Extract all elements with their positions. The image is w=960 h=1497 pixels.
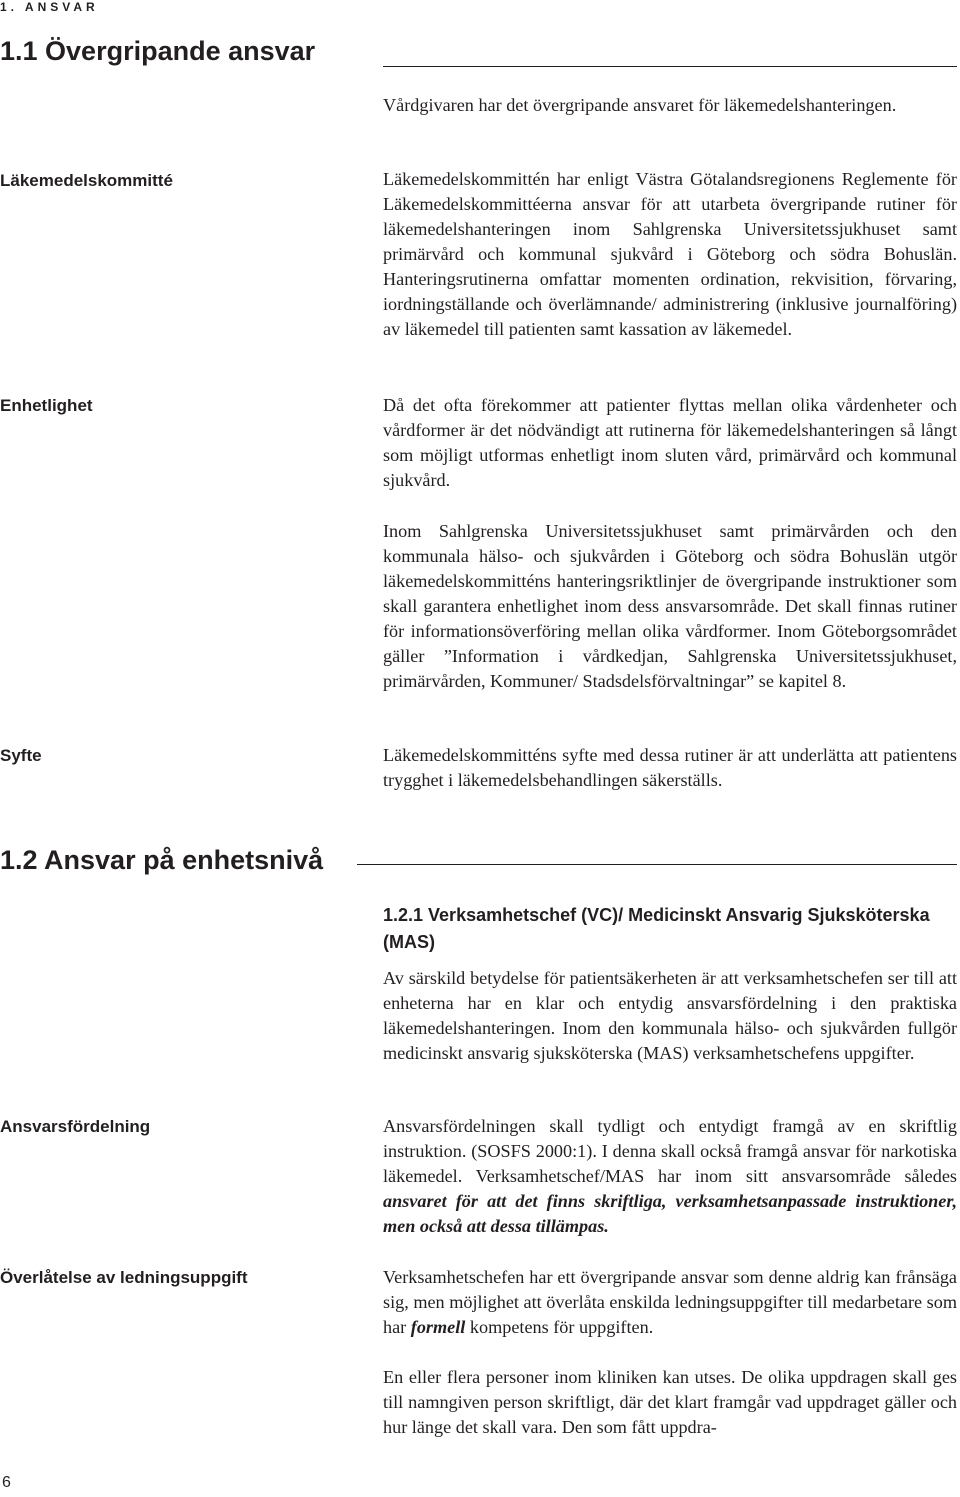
running-head: 1. ANSVAR xyxy=(0,0,99,14)
ansvarsfordelning-text: Ansvarsfördelningen skall tydligt och entydigt framgå av en skriftlig instruktion. (SOSFS 2000:1). I denna skall också framgå ansvar för narkotiska läkemedel. Verksamhetschef/MAS har inom sitt ansvarsområde således xyxy=(383,1116,957,1186)
paragraph-overlatelse-1 xyxy=(383,1265,957,1340)
paragraph-overlatelse-2: En eller flera personer inom kliniken kan utses. De olika uppdragen skall ges till namngiven person skriftligt, där det klart framgår vad uppdraget gäller och hur länge det skall vara. Den som fått uppdra- xyxy=(383,1367,957,1437)
side-label-enhetlighet: Enhetlighet xyxy=(0,396,93,415)
overlatelse-text-after: kompetens för uppgiften. xyxy=(465,1317,654,1337)
side-label-overlatelse: Överlåtelse av ledningsuppgift xyxy=(0,1268,248,1287)
section-heading-1-1: 1.1 Övergripande ansvar xyxy=(0,36,316,66)
paragraph-ansvarsfordelning xyxy=(383,1114,957,1239)
overlatelse-text-before: Verksamhetschefen har ett övergripande ansvar som denne aldrig kan frånsäga sig, men möjlighet att överlåta enskilda ledningsuppgifter till medarbetare som har xyxy=(383,1267,957,1337)
side-label-syfte: Syfte xyxy=(0,746,42,765)
overlatelse-emphasis: formell xyxy=(410,1317,466,1337)
subsection-heading-1-2-1: 1.2.1 Verksamhetschef (VC)/ Medicinskt Ansvarig Sjuksköterska (MAS) xyxy=(383,905,930,952)
ansvarsfordelning-emphasis: ansvaret för att det finns skriftliga, verksamhetsanpassade instruktioner, men också att dessa tillämpas. xyxy=(383,1191,957,1236)
heading-rule-1-2 xyxy=(357,864,957,865)
intro-paragraph: Vårdgivaren har det övergripande ansvaret för läkemedelshanteringen. xyxy=(383,95,897,115)
paragraph-enhetlighet-1: Då det ofta förekommer att patienter flyttas mellan olika vårdenheter och vårdformer är det nödvändigt att rutinerna för läkemedelshanteringen så långt som möjligt utformas enhetligt inom sluten vård, primärvård och kommunal sjukvård. xyxy=(383,395,957,490)
paragraph-syfte: Läkemedelskommitténs syfte med dessa rutiner är att underlätta att patientens trygghet i läkemedelsbehandlingen säkerställs. xyxy=(383,745,957,790)
paragraph-lakemedelskommitte: Läkemedelskommittén har enligt Västra Götalandsregionens Reglemente för Läkemedelskommittéerna ansvar för att utarbeta övergripande rutiner för läkemedelshanteringen inom Sahlgrenska Universitetssjukhuset samt primärvård och kommunal sjukvård i Göteborg och södra Bohuslän. Hanteringsrutinerna omfattar momenten ordination, rekvisition, förvaring, iordningställande och överlämnande/ administrering (inklusive journalföring) av läkemedel till patienten samt kassation av läkemedel. xyxy=(383,169,957,339)
paragraph-verksamhetschef-intro: Av särskild betydelse för patientsäkerheten är att verksamhetschefen ser till att enheterna har en klar och entydig ansvarsfördelning i den praktiska läkemedelshanteringen. Inom den kommunala hälso- och sjukvården fullgör medicinskt ansvarig sjuksköterska (MAS) verksamhetschefens uppgifter. xyxy=(383,968,957,1063)
section-heading-1-2: 1.2 Ansvar på enhetsnivå xyxy=(0,845,324,875)
side-label-ansvarsfordelning: Ansvarsfördelning xyxy=(0,1117,151,1136)
paragraph-enhetlighet-2: Inom Sahlgrenska Universitetssjukhuset samt primärvården och den kommunala hälso- och sjukvården i Göteborg och södra Bohuslän utgör läkemedelskommitténs hanteringsriktlinjer de övergripande instruktioner som skall garantera enhetlighet inom dess ansvarsområde. Det skall finnas rutiner för informationsöverföring mellan olika vårdformer. Inom Göteborgsområdet gäller ”Information i vårdkedjan, Sahlgrenska Universitetssjukhuset, primärvården, Kommuner/ Stadsdelsförvaltningar” se kapitel 8. xyxy=(383,521,957,691)
page-number: 6 xyxy=(2,1474,11,1491)
heading-rule-1-1 xyxy=(383,66,957,67)
side-label-lakemedelskommitte: Läkemedelskommitté xyxy=(0,171,173,190)
